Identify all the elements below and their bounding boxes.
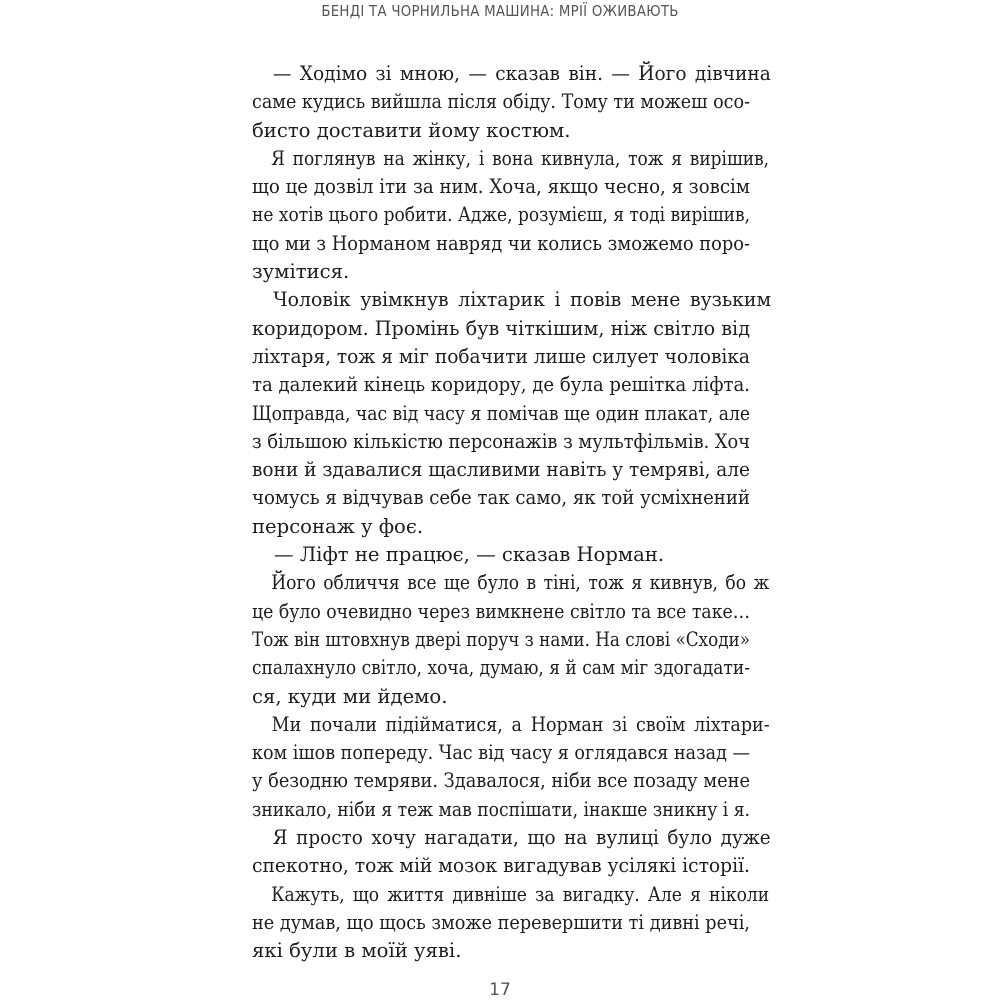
text-line: Ми почали підійматися, а Норман зі своїм ліхтари-: [271, 712, 770, 736]
text-line: зникало, ніби я теж мав поспішати, інакше зникну і я.: [252, 797, 750, 821]
text-line: саме кудись вийшла після обіду. Тому ти можеш осо-: [252, 90, 750, 114]
text-line: зумітися.: [252, 260, 350, 284]
text-line: Тож він штовхнув двері поруч з нами. На слові «Сходи»: [252, 627, 750, 651]
text-line: чомусь я відчував себе так само, як той усміхнений: [252, 486, 750, 510]
text-line: ком ішов попереду. Час від часу я оглядався назад —: [252, 741, 750, 765]
text-line: та далекий кінець коридору, де була решітка ліфта.: [252, 373, 750, 397]
text-line: спалахнуло світло, хоча, думаю, я й сам міг здогадати-: [252, 656, 750, 680]
text-line: Його обличчя все ще було в тіні, тож я кивнув, бо ж: [271, 571, 770, 595]
text-line: Кажуть, що життя дивніше за вигадку. Але я ніколи: [271, 882, 770, 906]
text-line: з більшою кількістю персонажів з мультфільмів. Хоч: [252, 429, 750, 453]
text-line: не хотів цього робити. Адже, розумієш, я тоді вирішив,: [252, 203, 750, 227]
text-line: це було очевидно через вимкнене світло та все таке…: [252, 599, 750, 623]
text-line: що ми з Норманом навряд чи колись зможемо поро-: [252, 231, 750, 255]
text-line: Чоловік увімкнув ліхтарик і повів мене вузьким: [273, 288, 772, 312]
text-line: не думав, що щось зможе перевершити ті дивні речі,: [252, 910, 750, 934]
text-line: бисто доставити йому костюм.: [252, 118, 571, 142]
text-line: які були в моїй уяві.: [252, 939, 462, 963]
text-line: коридором. Промінь був чіткішим, ніж світло від: [252, 316, 750, 340]
text-line: у безодню темряви. Здавалося, ніби все позаду мене: [252, 769, 750, 793]
text-line: ся, куди ми йдемо.: [252, 684, 448, 708]
text-line: Я поглянув на жінку, і вона кивнула, тож я вирішив,: [271, 146, 770, 170]
text-line: спекотно, тож мій мозок вигадував усілякі історії.: [252, 854, 750, 878]
text-line: — Ходімо зі мною, — сказав він. — Його дівчина: [272, 62, 771, 85]
paragraph: [252, 569, 770, 710]
paragraph: [252, 145, 770, 286]
paragraph: [252, 824, 771, 881]
text-line: Я просто хочу нагадати, що на вулиці було дуже: [272, 826, 771, 850]
text-line: персонаж у фоє.: [252, 514, 424, 538]
text-line: що це дозвіл іти за ним. Хоча, якщо чесно, я зовсім: [252, 175, 750, 199]
paragraph: [252, 286, 772, 541]
paragraph: [252, 711, 770, 824]
paragraph: [252, 881, 770, 966]
text-line: ліхтаря, тож я міг побачити лише силует чоловіка: [252, 344, 750, 368]
chapter-body-text: [252, 60, 772, 966]
paragraph: [252, 60, 771, 145]
running-header: БЕНДІ ТА ЧОРНИЛЬНА МАШИНА: МРІЇ ОЖИВАЮТЬ: [321, 2, 679, 20]
page-number: 17: [489, 980, 511, 1000]
paragraph: [252, 541, 750, 569]
text-line: Щоправда, час від часу я помічав ще один плакат, але: [252, 401, 750, 425]
text-line: вони й здавалися щасливими навіть у темряві, але: [252, 458, 750, 482]
text-line: — Ліфт не працює, — сказав Норман.: [274, 543, 665, 567]
